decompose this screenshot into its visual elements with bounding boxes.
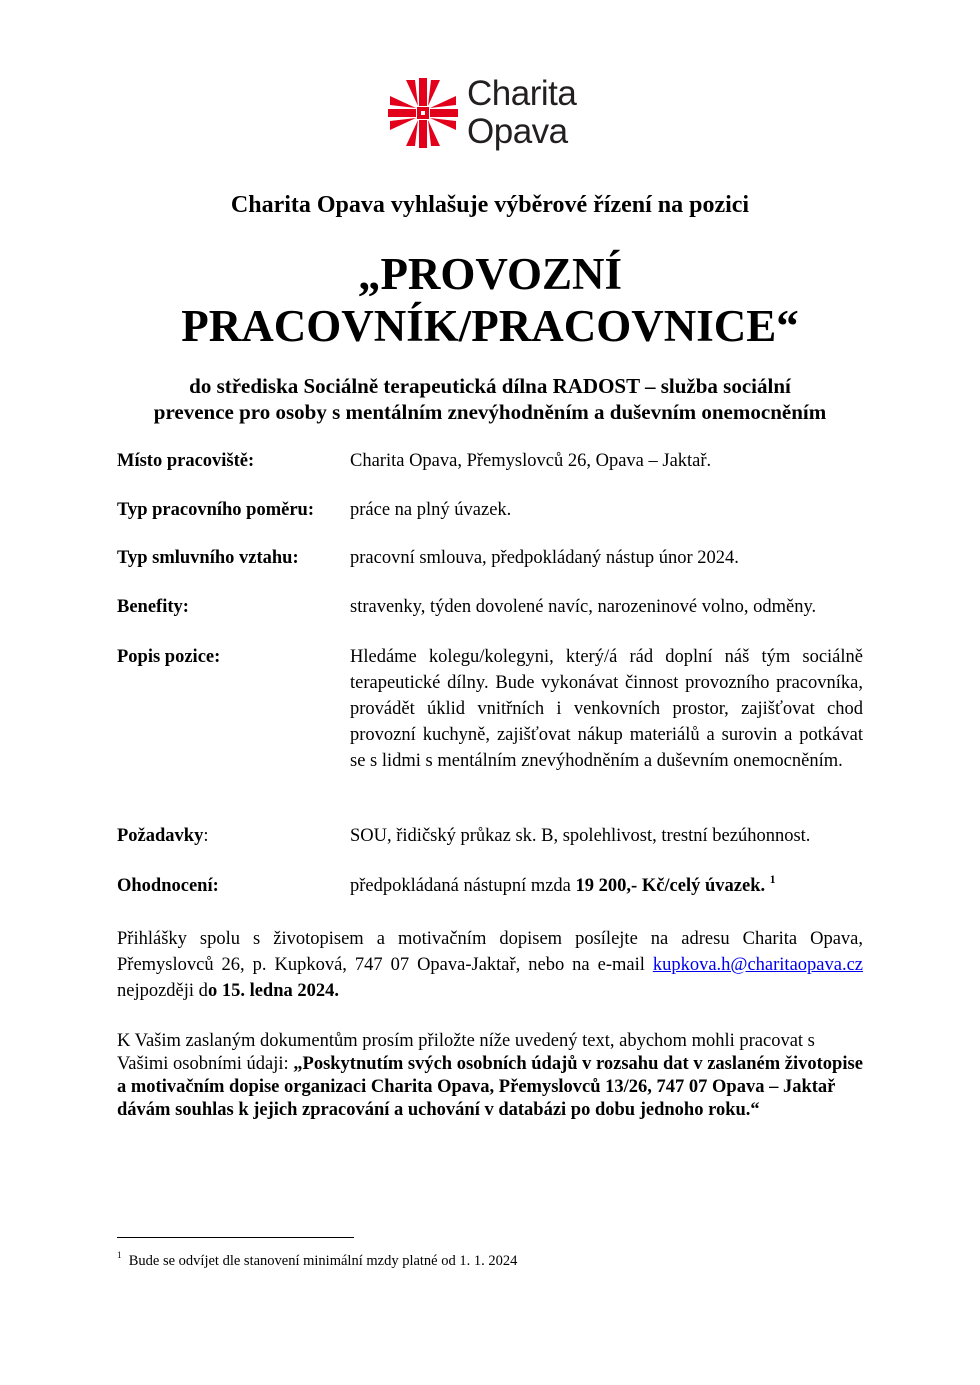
charita-cross-icon bbox=[388, 78, 458, 148]
type-value: práce na plný úvazek. bbox=[350, 500, 512, 520]
consent-text: K Vašim zaslaným dokumentům prosím přiložte níže uvedený text, abychom mohli pracovat s Vašimi osobními údaji: bbox=[117, 1031, 815, 1074]
type-label: Typ pracovního poměru: bbox=[117, 500, 315, 520]
logo-text bbox=[467, 75, 576, 151]
footnote bbox=[117, 1252, 517, 1270]
requirements-label-text: Požadavky bbox=[117, 826, 204, 846]
pay-label: Ohodnocení: bbox=[117, 876, 219, 896]
place-label: Místo pracoviště: bbox=[117, 451, 255, 471]
requirements-value: SOU, řidičský průkaz sk. B, spolehlivost, trestní bezúhonnost. bbox=[350, 826, 811, 846]
deadline-date: o 15. ledna 2024. bbox=[207, 981, 339, 1001]
deadline-prefix: nejpozději d bbox=[117, 981, 208, 1001]
pay-prefix: předpokládaná nástupní mzda bbox=[350, 876, 576, 896]
subtitle-line-2: prevence pro osoby s mentálním znevýhodněním a duševním onemocněním bbox=[153, 400, 827, 424]
position-title-line-1: „PROVOZNÍ bbox=[357, 249, 623, 299]
application-paragraph bbox=[117, 926, 863, 1004]
benefits-label: Benefity: bbox=[117, 597, 189, 617]
logo-line-2: Opava bbox=[467, 112, 568, 151]
place-value: Charita Opava, Přemyslovců 26, Opava – Jaktař. bbox=[350, 451, 712, 471]
requirements-label-colon: : bbox=[203, 826, 209, 846]
position-title-line-2: PRACOVNÍK/PRACOVNICE“ bbox=[181, 301, 799, 351]
consent-statement: „Poskytnutím svých osobních údajů v rozsahu dat v zaslaném životopise a motivačním dopise organizaci Charita Opava, Přemyslovců 13/26, 747 07 Opava – Jaktař dávám souhlas k jejich zpracování a uchování v databázi po dobu jednoho roku.“ bbox=[117, 1054, 863, 1120]
benefits-value: stravenky, týden dovolené navíc, narozeninové volno, odměny. bbox=[350, 597, 817, 617]
logo-line-1: Charita bbox=[467, 74, 577, 113]
subtitle-line-1: do střediska Sociálně terapeutická dílna RADOST – služba sociální bbox=[189, 374, 791, 398]
charita-logo bbox=[388, 75, 608, 155]
intro-heading: Charita Opava vyhlašuje výběrové řízení na pozici bbox=[230, 192, 750, 218]
email-link[interactable]: kupkova.h@charitaopava.cz bbox=[652, 955, 863, 975]
requirements-label bbox=[117, 823, 208, 849]
contract-label: Typ smluvního vztahu: bbox=[117, 548, 299, 568]
pay-value bbox=[350, 873, 865, 899]
application-text: Přihlášky spolu s životopisem a motivačním dopisem posílejte na adresu Charita Opava, Přemyslovců 26, p. Kupková, 747 07 Opava-Jaktař, nebo na e-mail bbox=[117, 929, 863, 975]
position-title bbox=[0, 248, 980, 352]
consent-paragraph bbox=[117, 1030, 863, 1122]
pay-footnote-mark: 1 bbox=[769, 873, 776, 886]
footnote-divider bbox=[117, 1237, 354, 1238]
pay-amount: 19 200,- Kč/celý úvazek. bbox=[575, 876, 766, 896]
footnote-text: Bude se odvíjet dle stanovení minimální mzdy platné od 1. 1. 2024 bbox=[128, 1253, 518, 1269]
description-label: Popis pozice: bbox=[117, 647, 221, 667]
description-value: Hledáme kolegu/kolegyni, který/á rád doplní náš tým sociálně terapeutické dílny. Bude vykonávat činnost provozního pracovníka, provádět úklid vnitřních i venkovních prostor, zajišťovat chod provozní kuchyně, zajišťovat nákup materiálů a surovin a potkávat se s lidmi s mentálním znevýhodněním a duševním onemocněním. bbox=[350, 647, 863, 771]
position-subtitle bbox=[0, 373, 980, 425]
contract-value: pracovní smlouva, předpokládaný nástup únor 2024. bbox=[350, 548, 739, 568]
footnote-mark: 1 bbox=[117, 1250, 122, 1261]
